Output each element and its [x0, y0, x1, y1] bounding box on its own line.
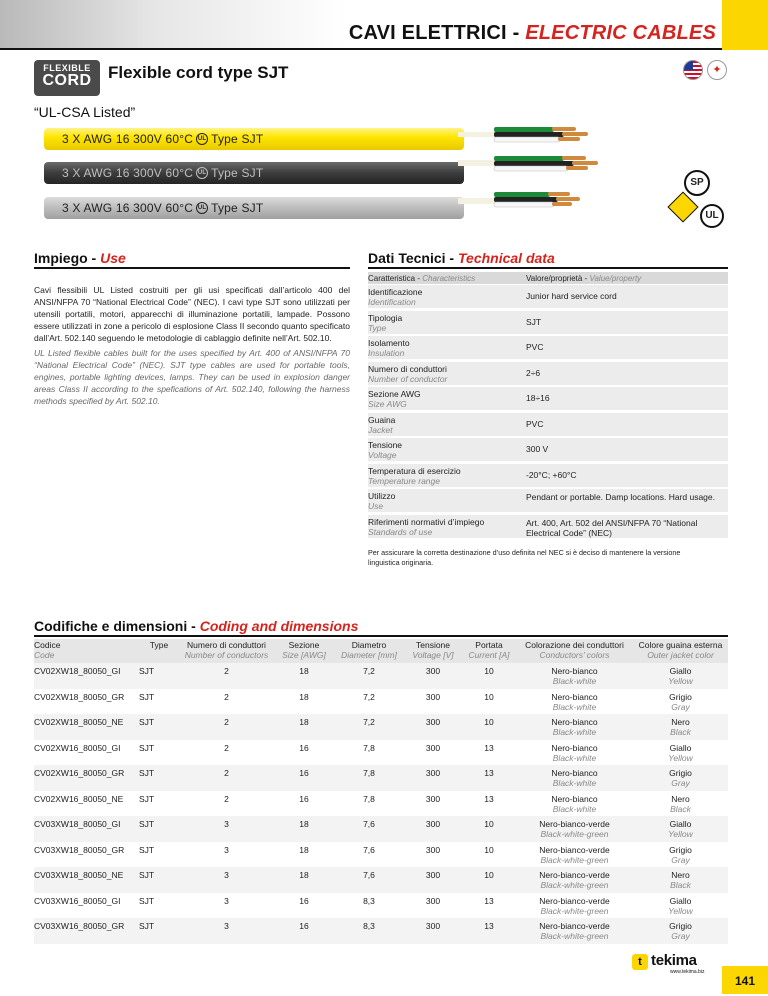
jacket-color-en: Black [670, 803, 691, 814]
cell-conductor-colors [516, 765, 633, 791]
table-row [34, 740, 728, 766]
cell-amp: 10 [462, 663, 516, 689]
conductor-colors-it: Nero-bianco-verde [539, 819, 610, 829]
cell-jacket-color [633, 765, 728, 791]
jacket-color-en: Gray [671, 701, 690, 712]
table-row [34, 663, 728, 689]
cell-code: CV02XW18_80050_GR [34, 689, 139, 715]
table-row [34, 689, 728, 715]
ul-icon: UL [196, 133, 208, 145]
logo-mark-icon: t [632, 954, 648, 970]
listing-label: “UL-CSA Listed” [34, 104, 136, 120]
use-heading-en: Use [100, 250, 126, 266]
tech-row-label-en: Insulation [368, 348, 405, 358]
tech-row-label: Temperatura di esercizio [368, 465, 461, 476]
tech-note: Per assicurare la corretta destinazione d’uso definita nel NEC si è deciso di mantenere la versione linguistica originaria. [368, 548, 681, 567]
conductor-colors-en: Black-white [552, 803, 597, 814]
conductor-colors-it: Nero-bianco-verde [539, 844, 610, 855]
cell-awg: 18 [274, 689, 334, 715]
column-header-en: Voltage [V] [412, 650, 454, 660]
jacket-color-en: Yellow [668, 752, 693, 763]
cell-jacket-color [633, 816, 728, 842]
tech-row [368, 438, 728, 462]
cell-volt: 300 [404, 689, 462, 715]
tech-row-value: Junior hard service cord [526, 291, 617, 301]
conductor-colors-it: Nero-bianco [551, 666, 598, 676]
cell-amp: 13 [462, 893, 516, 919]
page-number: 141 [722, 966, 768, 994]
cell-awg: 16 [274, 765, 334, 791]
table-row [34, 816, 728, 842]
cell-type: SJT [139, 765, 179, 791]
tech-heading-en: Technical data [458, 250, 555, 266]
cell-volt: 300 [404, 714, 462, 740]
cell-diam: 7,8 [334, 765, 404, 791]
cell-n: 2 [179, 689, 274, 715]
cell-jacket-color [633, 689, 728, 715]
cell-type: SJT [139, 714, 179, 740]
catalog-title [349, 22, 716, 45]
conductor-colors-it: Nero-bianco [551, 742, 598, 753]
jacket-color-en: Gray [671, 931, 690, 941]
coding-heading-it: Codifiche e dimensioni [34, 618, 188, 634]
jacket-color-it: Giallo [669, 742, 692, 753]
tekima-logo [632, 952, 714, 975]
cell-amp: 13 [462, 740, 516, 766]
cell-type: SJT [139, 918, 179, 944]
logo-name: tekima [651, 952, 697, 969]
tech-row-label-en: Number of conductor [368, 373, 448, 384]
coding-column-header [633, 639, 728, 663]
cell-amp: 13 [462, 918, 516, 944]
jacket-color-en: Gray [671, 778, 690, 788]
coding-column-header [274, 639, 334, 663]
column-header-it: Colorazione dei conduttori [525, 640, 624, 650]
cell-jacket-color [633, 791, 728, 817]
cell-jacket-color [633, 714, 728, 740]
cell-awg: 16 [274, 740, 334, 766]
cable-marking: 3 X AWG 16 300V 60°C [62, 132, 194, 146]
cell-type: SJT [139, 842, 179, 868]
jacket-color-en: Gray [671, 854, 690, 865]
cell-diam: 7,2 [334, 663, 404, 689]
column-header-en: Code [34, 650, 55, 660]
tech-row-label: Isolamento [368, 338, 410, 348]
cell-code: CV02XW16_80050_GR [34, 765, 139, 791]
cell-awg: 16 [274, 791, 334, 817]
ul-icon: UL [196, 202, 208, 214]
cell-jacket-color [633, 842, 728, 868]
cell-awg: 18 [274, 714, 334, 740]
coding-column-header [139, 639, 179, 663]
jacket-color-it: Giallo [669, 895, 692, 906]
tech-row [368, 311, 728, 335]
tech-row-label-en: Type [368, 322, 387, 333]
jacket-color-en: Yellow [668, 676, 693, 686]
cell-code: CV02XW18_80050_GI [34, 663, 139, 689]
table-row [34, 791, 728, 817]
cell-awg: 18 [274, 867, 334, 893]
cell-volt: 300 [404, 893, 462, 919]
tech-row-label-en: Size AWG [368, 399, 407, 409]
jacket-color-it: Grigio [669, 768, 692, 778]
tech-row-label-en: Voltage [368, 450, 397, 460]
tech-row-value: PVC [526, 342, 544, 352]
tech-heading-separator: - [445, 250, 458, 266]
conductor-colors-en: Black-white-green [540, 880, 609, 890]
cell-type: SJT [139, 816, 179, 842]
tech-row [368, 464, 728, 488]
tech-row-value: 18÷16 [526, 393, 550, 403]
cell-code: CV03XW18_80050_GI [34, 816, 139, 842]
cell-diam: 7,8 [334, 791, 404, 817]
coding-section-heading [34, 618, 728, 637]
cell-type: SJT [139, 740, 179, 766]
tech-row-value: 300 V [526, 444, 549, 454]
coding-heading-en: Coding and dimensions [199, 618, 359, 634]
cell-code: CV03XW18_80050_GR [34, 842, 139, 868]
cable-type: Type SJT [211, 132, 264, 146]
jacket-color-it: Nero [671, 870, 690, 880]
coding-column-header [334, 639, 404, 663]
cell-amp: 10 [462, 714, 516, 740]
table-row [34, 765, 728, 791]
cell-volt: 300 [404, 663, 462, 689]
cell-awg: 16 [274, 918, 334, 944]
coding-column-header [516, 639, 633, 663]
catalog-title-it: CAVI ELETTRICI [348, 22, 507, 44]
tech-row-value: PVC [526, 418, 544, 429]
column-header-it: Codice [34, 640, 61, 650]
column-header-it: Sezione [288, 640, 320, 650]
product-title: Flexible cord type SJT [108, 63, 289, 82]
coding-heading-separator: - [187, 618, 200, 634]
cable-black-image [44, 162, 464, 184]
cell-diam: 7,2 [334, 689, 404, 715]
cell-conductor-colors [516, 791, 633, 817]
column-header-en: Outer jacket color [647, 650, 714, 660]
catalog-title-separator: - [506, 22, 526, 44]
cell-conductor-colors [516, 842, 633, 868]
cell-n: 3 [179, 842, 274, 868]
cell-type: SJT [139, 867, 179, 893]
cell-amp: 10 [462, 689, 516, 715]
tech-row-value: 2÷6 [526, 367, 541, 378]
cell-diam: 7,2 [334, 714, 404, 740]
conductor-colors-it: Nero-bianco [551, 717, 598, 727]
badge-bottom-label: CORD [42, 72, 92, 89]
cell-n: 2 [179, 740, 274, 766]
corner-tab [722, 0, 768, 50]
tech-section-heading [368, 250, 728, 269]
conductor-colors-it: Nero-bianco [551, 768, 598, 778]
cell-amp: 10 [462, 816, 516, 842]
tech-row-label-en: Temperature range [368, 475, 440, 486]
tech-heading-it: Dati Tecnici [368, 250, 446, 266]
cell-amp: 13 [462, 765, 516, 791]
usa-flag-icon [683, 60, 703, 80]
cell-conductor-colors [516, 663, 633, 689]
column-header-en: Current [A] [468, 650, 510, 660]
cable-gray-image [44, 197, 464, 219]
tech-col2-label: Valore/proprietà [526, 274, 583, 283]
column-header-it: Colore guaina esterna [638, 640, 723, 650]
table-row [34, 867, 728, 893]
cell-conductor-colors [516, 714, 633, 740]
cell-n: 3 [179, 893, 274, 919]
cell-code: CV02XW16_80050_NE [34, 791, 139, 817]
coding-column-header [462, 639, 516, 663]
tech-row [368, 285, 728, 309]
canada-flag-icon: ✦ [707, 60, 727, 80]
cell-jacket-color [633, 740, 728, 766]
product-badge [34, 60, 100, 96]
column-header-it: Type [149, 640, 169, 650]
jacket-color-en: Yellow [668, 905, 693, 916]
cell-conductor-colors [516, 689, 633, 715]
tech-row [368, 413, 728, 437]
table-row [34, 893, 728, 919]
tech-row-label-en: Standards of use [368, 526, 433, 537]
badge-top-label: FLEXIBLE [43, 63, 91, 73]
tech-row-label: Tensione [368, 440, 403, 450]
conductor-colors-en: Black-white [552, 752, 597, 763]
conductor-colors-it: Nero-bianco-verde [539, 895, 610, 906]
coding-column-header [34, 639, 139, 663]
column-header-it: Numero di conduttori [187, 640, 266, 650]
column-header-en: Diameter [mm] [341, 650, 397, 660]
conductor-colors-en: Black-white [552, 701, 597, 712]
table-row [34, 842, 728, 868]
table-row [34, 714, 728, 740]
csa-certification-icon: SP [684, 170, 710, 196]
tech-row-label: Guaina [368, 414, 396, 425]
conductor-colors-en: Black-white [552, 727, 597, 737]
cable-wires-illustration [458, 124, 618, 224]
cell-amp: 10 [462, 867, 516, 893]
cell-jacket-color [633, 663, 728, 689]
use-section-heading [34, 250, 350, 269]
jacket-color-en: Black [670, 880, 691, 890]
cell-code: CV03XW18_80050_NE [34, 867, 139, 893]
technical-data-table [368, 272, 728, 540]
cell-volt: 300 [404, 740, 462, 766]
tech-row-label-en: Jacket [368, 424, 393, 435]
cable-type: Type SJT [211, 201, 264, 215]
cell-code: CV02XW18_80050_NE [34, 714, 139, 740]
jacket-color-it: Grigio [669, 844, 692, 855]
cable-type: Type SJT [211, 166, 264, 180]
tech-col2-label-en: Value/property [589, 274, 642, 283]
cell-amp: 13 [462, 791, 516, 817]
cell-jacket-color [633, 867, 728, 893]
cell-type: SJT [139, 791, 179, 817]
cell-conductor-colors [516, 867, 633, 893]
tech-row-label: Identificazione [368, 287, 423, 297]
cell-diam: 7,8 [334, 740, 404, 766]
column-header-it: Diametro [351, 640, 387, 650]
jacket-color-en: Yellow [668, 829, 693, 839]
conductor-colors-it: Nero-bianco [551, 691, 598, 702]
column-header-en: Conductors’ colors [539, 650, 610, 660]
column-header-en: Size [AWG] [282, 650, 326, 660]
ul-icon: UL [196, 167, 208, 179]
cell-jacket-color [633, 918, 728, 944]
cell-volt: 300 [404, 867, 462, 893]
cable-marking: 3 X AWG 16 300V 60°C [62, 201, 194, 215]
cable-marking: 3 X AWG 16 300V 60°C [62, 166, 194, 180]
use-description-it: Cavi flessibili UL Listed costruiti per gli usi specificati dall’articolo 400 del ANSI/NFPA 70 “National Electrical Code” (NEC). I cavi type SJT sono utilizzati per utensili portatili, motori, apparecchi di illuminazione portatili, lampade. Possono essere utilizzati in zone a pericolo di esplosione Class II secondo quanto specificato dall’Art. 502.140 seguendo le metodologie di cablaggio definite nell’Art. 502.10. [34, 285, 350, 343]
conductor-colors-en: Black-white [552, 676, 597, 686]
cell-volt: 300 [404, 791, 462, 817]
column-header-it: Tensione [415, 640, 451, 650]
tech-row [368, 362, 728, 386]
cell-volt: 300 [404, 842, 462, 868]
tech-row-label-en: Identification [368, 297, 416, 307]
cell-n: 3 [179, 918, 274, 944]
cell-type: SJT [139, 689, 179, 715]
tech-row-value: SJT [526, 316, 542, 327]
coding-column-header [179, 639, 274, 663]
cell-diam: 8,3 [334, 893, 404, 919]
cell-n: 3 [179, 867, 274, 893]
conductor-colors-en: Black-white-green [540, 931, 609, 941]
cell-diam: 7,6 [334, 816, 404, 842]
column-header-en: Number of conductors [184, 650, 269, 660]
cell-type: SJT [139, 893, 179, 919]
use-heading-separator: - [87, 250, 101, 266]
tech-row-value: -20°C; +60°C [526, 469, 577, 480]
cell-conductor-colors [516, 893, 633, 919]
conductor-colors-en: Black-white [552, 778, 597, 788]
tech-row-value: Art. 400, Art. 502 del ANSI/NFPA 70 “National Electrical Code” (NEC) [526, 517, 698, 538]
cell-volt: 300 [404, 918, 462, 944]
conductor-colors-en: Black-white-green [540, 829, 609, 839]
use-heading-it: Impiego [34, 250, 88, 266]
cell-volt: 300 [404, 765, 462, 791]
conductor-colors-it: Nero-bianco-verde [539, 921, 610, 931]
tech-row-label-en: Use [368, 501, 384, 511]
cell-n: 2 [179, 663, 274, 689]
header-rule [0, 48, 722, 50]
cell-type: SJT [139, 663, 179, 689]
cell-code: CV02XW16_80050_GI [34, 740, 139, 766]
jacket-color-it: Grigio [669, 921, 692, 931]
tech-row-value: Pendant or portable. Damp locations. Hard usage. [526, 492, 716, 502]
conductor-colors-it: Nero-bianco-verde [539, 870, 610, 880]
cell-n: 2 [179, 791, 274, 817]
cell-awg: 18 [274, 663, 334, 689]
tech-row [368, 387, 728, 411]
cell-code: CV03XW16_80050_GR [34, 918, 139, 944]
tech-row-label: Utilizzo [368, 491, 396, 501]
tech-row-label: Numero di conduttori [368, 363, 447, 374]
cell-conductor-colors [516, 740, 633, 766]
jacket-color-en: Black [670, 727, 691, 737]
conductor-colors-en: Black-white-green [540, 905, 609, 916]
cell-awg: 16 [274, 893, 334, 919]
coding-table-header [34, 639, 728, 663]
jacket-color-it: Nero [671, 793, 690, 804]
cell-n: 2 [179, 714, 274, 740]
use-description-en: UL Listed flexible cables built for the uses specified by Art. 400 of ANSI/NFPA 70 “National Electrical Code” (NEC). SJT type cables are used for portable tools, engines, portable lighting devices, lamps. They can be used in explosion danger areas Class II according to the spefications of Art. 502.140, following the harness methods specified by Art. 502.10. [34, 348, 350, 406]
cell-awg: 18 [274, 842, 334, 868]
tech-row [368, 336, 728, 360]
tech-row-label: Sezione AWG [368, 389, 421, 399]
cell-diam: 7,6 [334, 867, 404, 893]
website-label: www.tekima.biz [670, 969, 705, 975]
jacket-color-it: Giallo [669, 666, 692, 676]
tech-row-label: Tipologia [368, 312, 403, 323]
tech-row-label: Riferimenti normativi d’impiego [368, 516, 485, 527]
tech-row [368, 489, 728, 513]
conductor-colors-it: Nero-bianco [551, 793, 598, 804]
cell-awg: 18 [274, 816, 334, 842]
tech-row [368, 515, 728, 539]
cell-volt: 300 [404, 816, 462, 842]
jacket-color-it: Nero [671, 717, 690, 727]
cell-diam: 7,6 [334, 842, 404, 868]
jacket-color-it: Grigio [669, 691, 692, 702]
cell-n: 2 [179, 765, 274, 791]
cable-yellow-image [44, 128, 464, 150]
cell-n: 3 [179, 816, 274, 842]
cell-diam: 8,3 [334, 918, 404, 944]
cell-amp: 10 [462, 842, 516, 868]
conductor-colors-en: Black-white-green [540, 854, 609, 865]
coding-table [34, 639, 728, 944]
cell-conductor-colors [516, 918, 633, 944]
coding-column-header [404, 639, 462, 663]
tech-col1-label-en: Characteristics [422, 274, 476, 283]
cell-conductor-colors [516, 816, 633, 842]
tech-col1-label: Caratteristica [368, 274, 416, 283]
column-header-it: Portata [475, 640, 503, 650]
tech-table-header: Caratteristica - Characteristics Valore/proprietà - Value/property [368, 272, 728, 285]
ul-certification-icon: UL [700, 204, 724, 228]
cell-code: CV03XW16_80050_GI [34, 893, 139, 919]
catalog-title-en: ELECTRIC CABLES [525, 22, 716, 44]
warning-diamond-icon [667, 191, 698, 222]
jacket-color-it: Giallo [669, 819, 692, 829]
table-row [34, 918, 728, 944]
cell-jacket-color [633, 893, 728, 919]
